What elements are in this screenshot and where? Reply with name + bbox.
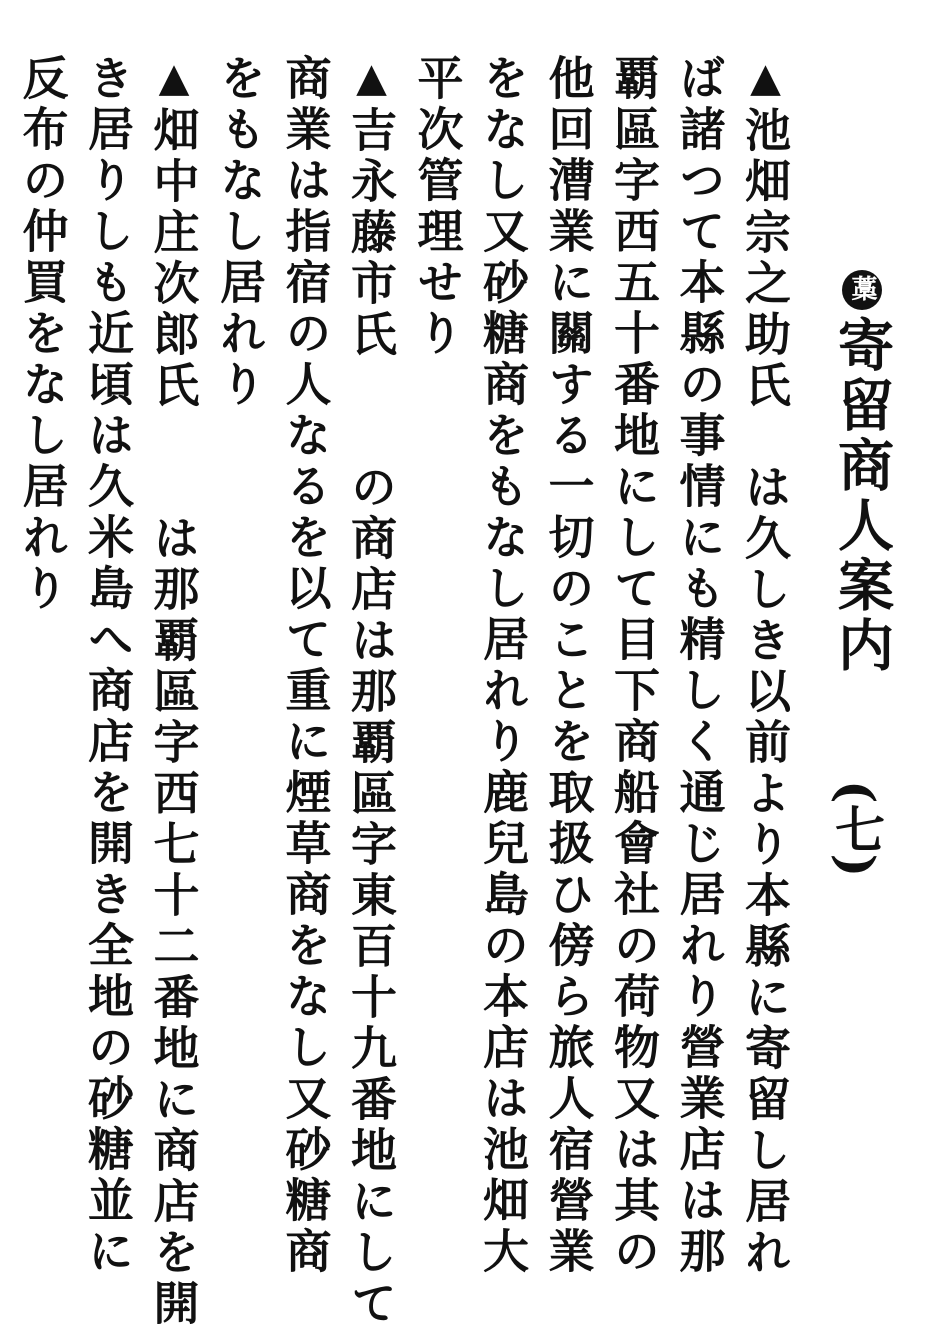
text-line-4: 他回漕業に關する一切のことを取扱ひ傍ら旅人宿營業: [541, 54, 596, 1278]
text-line-11: き居りしも近頃は久米島へ商店を開き全地の砂糖並に: [81, 54, 135, 1278]
text-line-5: をなし又砂糖商をもなし居れり鹿兒島の本店は池畑大: [476, 54, 530, 1278]
text-line-3: 覇區字西五十番地にして目下商船會社の荷物又は其の: [607, 54, 661, 1278]
triangle-bullet-icon: ▲: [742, 54, 789, 106]
text-line-8: 商業は指宿の人なるを以て重に煙草商をなし又砂糖商: [278, 54, 333, 1278]
triangle-bullet-icon: ▲: [150, 54, 198, 106]
text-line-12: 反布の仲買をなし居れり: [15, 54, 70, 615]
body-text: [9, 54, 798, 1330]
text-line-10: ▲畑中庄次郎氏 は那覇區字西七十二番地に商店を開: [140, 54, 207, 1124]
triangle-bullet-icon: ▲: [348, 54, 395, 106]
text-line-1: ▲池畑宗之助氏 は久しき以前より本縣に寄留し居れ: [732, 54, 799, 1124]
text-line-9: をもなし居れり: [213, 54, 267, 411]
section-title: 寄留商人案内: [829, 316, 895, 676]
page-number: (七): [827, 780, 886, 878]
text-line-7: ▲吉永藤市氏 の商店は那覇區字東百十九番地にして: [338, 54, 405, 1124]
text-line-2: ば諸つて本縣の事情にも精しく通じ居れり營業店は那: [672, 54, 727, 1278]
header-seal-icon: 藁: [842, 270, 882, 310]
section-header: [822, 270, 902, 676]
text-line-6: 平次管理せり: [410, 54, 465, 360]
